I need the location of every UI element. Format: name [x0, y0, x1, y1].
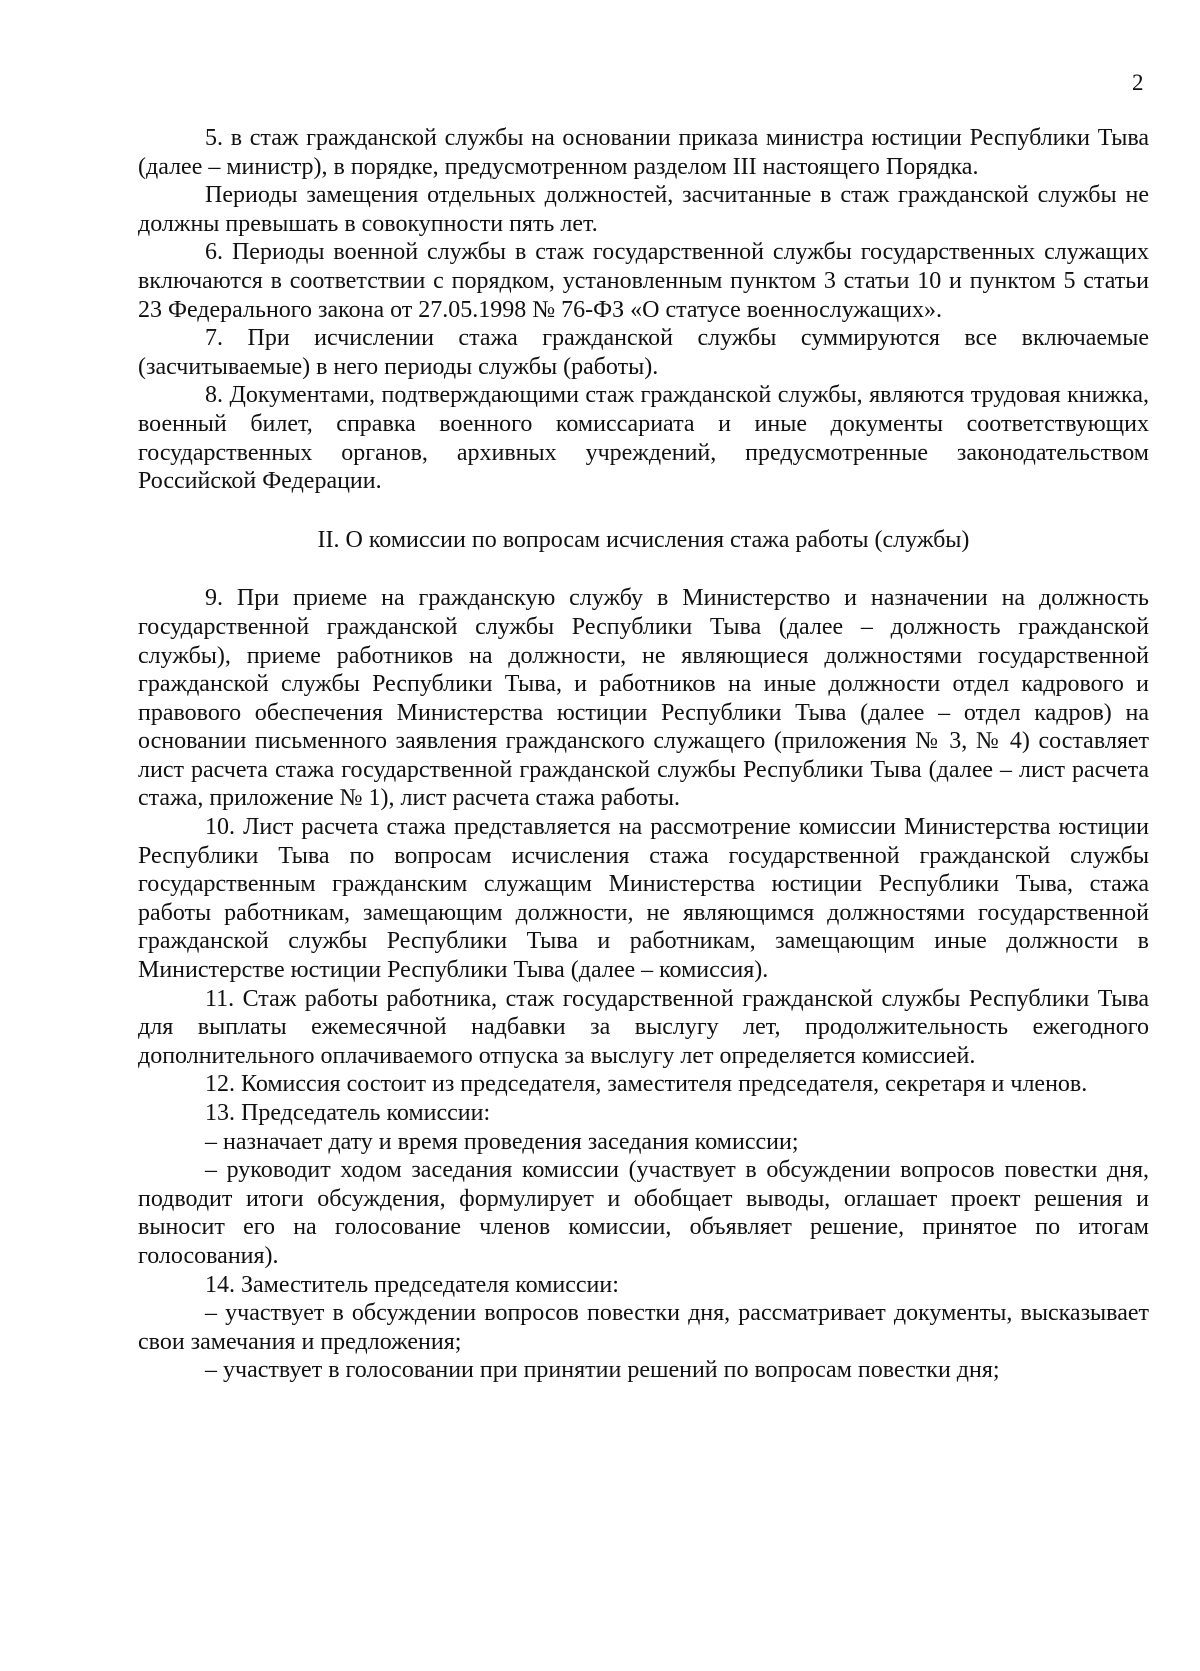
paragraph-item-5: 5. в стаж гражданской службы на основании приказа министра юстиции Республики Тыва (далее – министр), в порядке, предусмотренном разделом III настоящего Порядка.: [138, 125, 1149, 180]
paragraph-item-13: 13. Председатель комиссии:: [205, 1100, 491, 1126]
paragraph-item-7: 7. При исчислении стажа гражданской службы суммируются все включаемые (засчитываемые) в него периоды службы (работы).: [138, 325, 1149, 380]
paragraph-item-12: 12. Комиссия состоит из председателя, заместителя председателя, секретаря и членов.: [205, 1071, 1088, 1098]
document-body: [138, 124, 1149, 1385]
list-item: – участвует в голосовании при принятии решений по вопросам повестки дня;: [205, 1357, 1000, 1384]
page-number: 2: [1132, 70, 1144, 95]
paragraph-periods: Периоды замещения отдельных должностей, засчитанные в стаж гражданской службы не должны превышать в совокупности пять лет.: [138, 182, 1149, 237]
paragraph-item-14: 14. Заместитель председателя комиссии:: [205, 1271, 619, 1298]
paragraph-item-11: 11. Стаж работы работника, стаж государственной гражданской службы Республики Тыва для выплаты ежемесячной надбавки за выслугу лет, продолжительность ежегодного дополнительного оплачиваемого отпуска за выслугу лет определяется комиссией.: [138, 985, 1149, 1069]
paragraph-item-9: 9. При приеме на гражданскую службу в Министерство и назначении на должность государственной гражданской службы Республики Тыва (далее – должность гражданской службы), приеме работников на должности, не являющиеся должностями государственной гражданской службы Республики Тыва, и работников на иные должности отдел кадрового и правового обеспечения Министерства юстиции Республики Тыва (далее – отдел кадров) на основании письменного заявления гражданского служащего (приложения № 3, № 4) составляет лист расчета стажа государственной гражданской службы Республики Тыва (далее – лист расчета стажа, приложение № 1), лист расчета стажа работы.: [138, 585, 1149, 812]
list-item: – руководит ходом заседания комиссии (участвует в обсуждении вопросов повестки дня, подводит итоги обсуждения, формулирует и обобщает выводы, оглашает проект решения и выносит его на голосование членов комиссии, объявляет решение, принятое по итогам голосования).: [138, 1157, 1149, 1269]
list-item: – участвует в обсуждении вопросов повестки дня, рассматривает документы, высказывает свои замечания и предложения;: [138, 1300, 1149, 1355]
list-item: – назначает дату и время проведения заседания комиссии;: [205, 1128, 799, 1155]
paragraph-item-8: 8. Документами, подтверждающими стаж гражданской службы, являются трудовая книжка, военный билет, справка военного комиссариата и иные документы соответствующих государственных органов, архивных учреждений, предусмотренные законодательством Российской Федерации.: [138, 382, 1149, 495]
section-heading: II. О комиссии по вопросам исчисления стажа работы (службы): [317, 526, 970, 553]
paragraph-item-6: 6. Периоды военной службы в стаж государственной службы государственных служащих включаются в соответствии с порядком, установленным пунктом 3 статьи 10 и пунктом 5 статьи 23 Федерального закона от 27.05.1998 № 76-ФЗ «О статусе военнослужащих».: [138, 239, 1149, 323]
paragraph-item-10: 10. Лист расчета стажа представляется на рассмотрение комиссии Министерства юстиции Республики Тыва по вопросам исчисления стажа государственной гражданской службы государственным гражданским служащим Министерства юстиции Республики Тыва, стажа работы работникам, замещающим должности, не являющимся должностями государственной гражданской службы Республики Тыва и работникам, замещающим иные должности в Министерстве юстиции Республики Тыва (далее – комиссия).: [138, 814, 1149, 984]
